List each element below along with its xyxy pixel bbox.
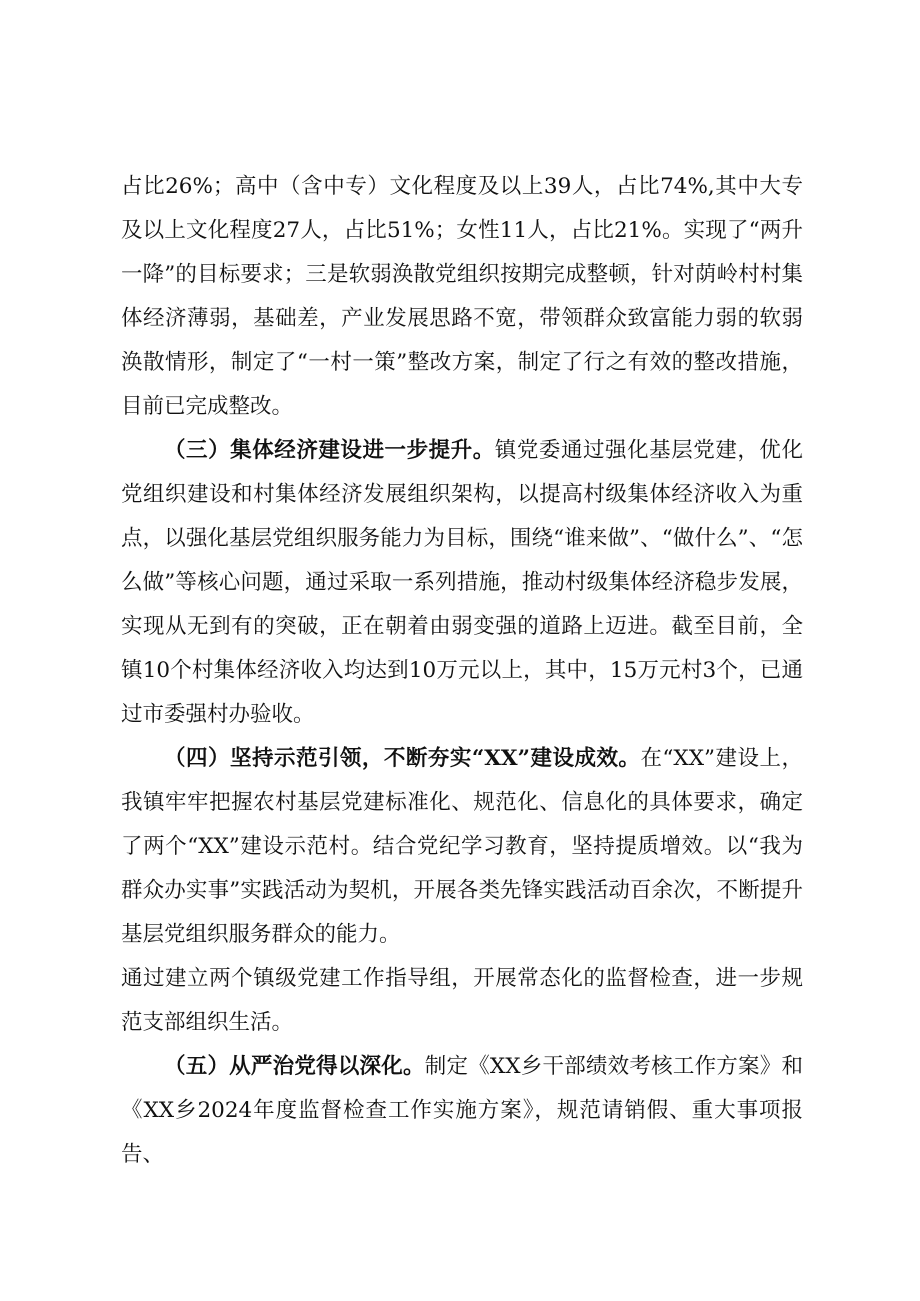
paragraph-section-4 [121,737,803,957]
section-heading: （三）集体经济建设进一步提升。 [164,438,495,463]
paragraph-text: 通过建立两个镇级党建工作指导组，开展常态化的监督检查，进一步规范支部组织生活。 [121,966,803,1035]
paragraph-section-5 [121,1045,803,1177]
paragraph-text: 制定《XX乡干部绩效考核工作方案》和《XX乡2024年度监督检查工作实施方案》，规范请销假、重大事项报告、 [121,1054,803,1167]
paragraph-text: 镇党委通过强化基层党建，优化党组织建设和村集体经济发展组织架构，以提高村级集体经济收入为重点，以强化基层党组织服务能力为目标，围绕“谁来做”、“做什么”、“怎么做”等核心问题，通过采取一系列措施，推动村级集体经济稳步发展，实现从无到有的突破，正在朝着由弱变强的道路上迈进。截至目前，全镇10个村集体经济收入均达到10万元以上，其中，15万元村3个，已通过市委强村办验收。 [121,438,803,727]
document-body [121,165,803,1177]
section-heading: （四）坚持示范引领，不断夯实“XX”建设成效。 [164,746,641,771]
paragraph-section-3 [121,429,803,737]
paragraph-continuation [121,165,803,429]
paragraph-text: 占比26%；高中（含中专）文化程度及以上39人，占比74%,其中大专及以上文化程度27人，占比51%；女性11人，占比21%。实现了“两升一降”的目标要求；三是软弱涣散党组织按期完成整顿，针对荫岭村村集体经济薄弱，基础差，产业发展思路不宽，带领群众致富能力弱的软弱涣散情形，制定了“一村一策”整改方案，制定了行之有效的整改措施，目前已完成整改。 [121,174,803,419]
section-heading: （五）从严治党得以深化。 [164,1054,425,1079]
paragraph-text: 在“XX”建设上，我镇牢牢把握农村基层党建标准化、规范化、信息化的具体要求，确定了两个“XX”建设示范村。结合党纪学习教育，坚持提质增效。以“我为群众办实事”实践活动为契机，开展各类先锋实践活动百余次，不断提升基层党组织服务群众的能力。 [121,746,803,947]
paragraph-unindented [121,957,803,1045]
